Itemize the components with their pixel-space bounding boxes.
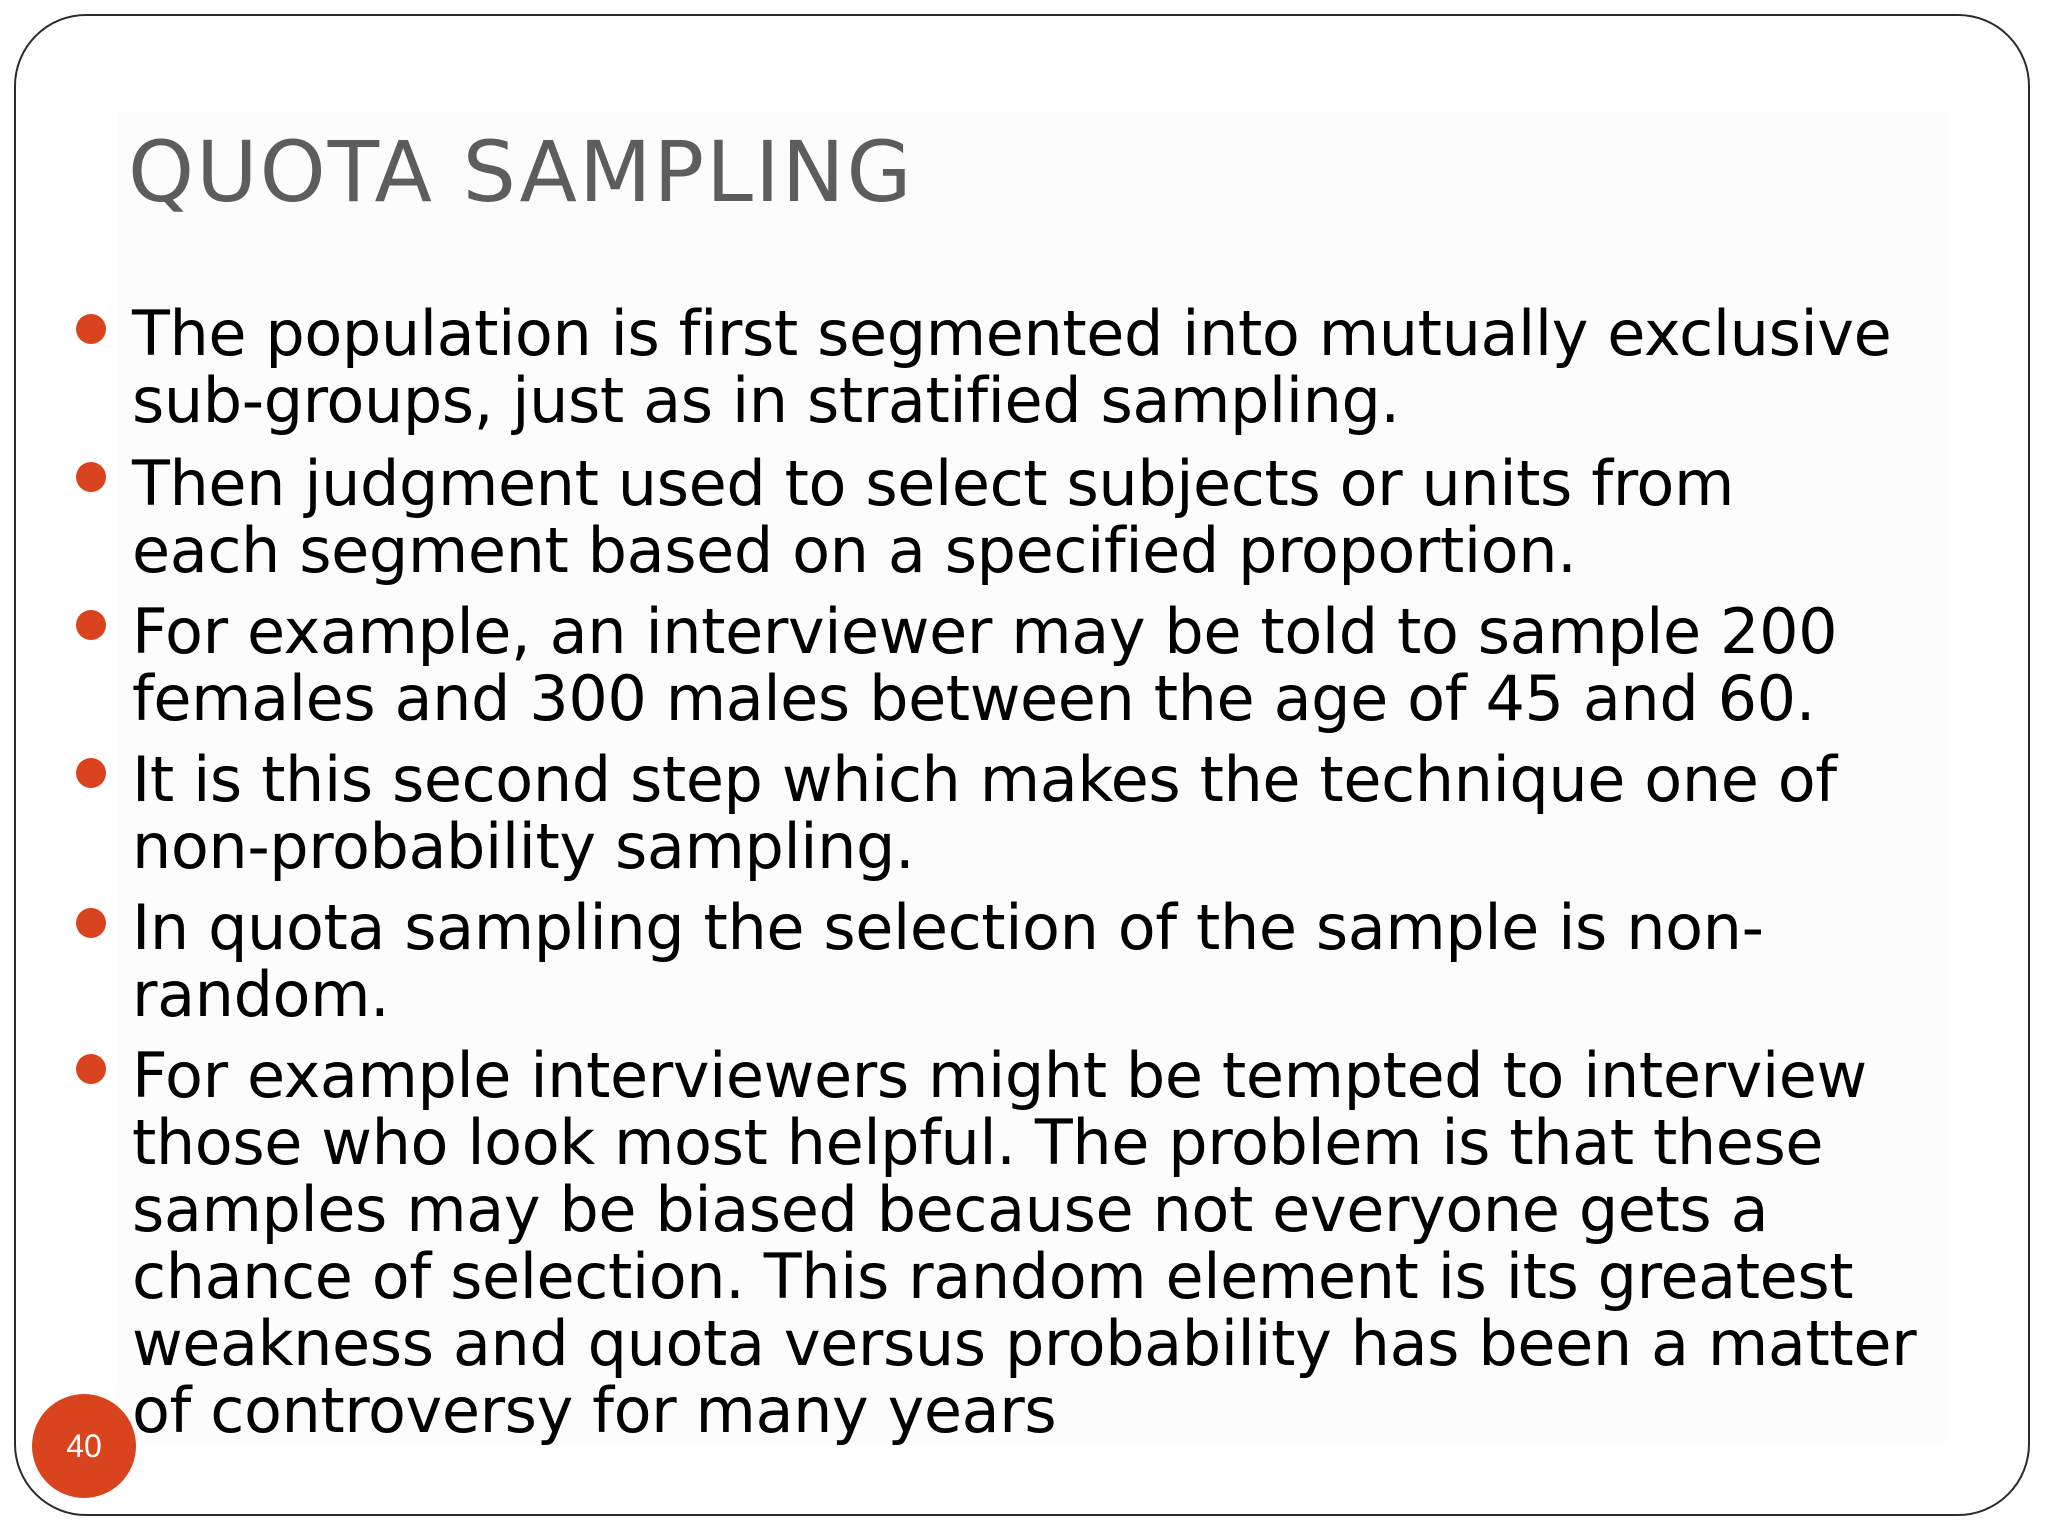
slide-title: QUOTA SAMPLING xyxy=(128,123,914,221)
bullet-text: In quota sampling the selection of the sample is non- random. xyxy=(132,891,1764,1031)
bullet-dot-icon xyxy=(76,462,106,492)
bullet-text: The population is first segmented into mutually exclusive sub-groups, just as in stratified sampling. xyxy=(132,297,1892,437)
bullet-item xyxy=(132,743,2022,883)
bullet-item xyxy=(132,1039,2022,1447)
bullet-dot-icon xyxy=(76,758,106,788)
bullet-dot-icon xyxy=(76,314,106,344)
bullet-text: Then judgment used to select subjects or units from each segment based on a specified proportion. xyxy=(132,447,1734,587)
page-number-badge: 40 xyxy=(32,1394,136,1498)
bullet-text: For example interviewers might be tempted to interview those who look most helpful. The problem is that these samples may be biased because not everyone gets a chance of selection. This random element is its greatest weakness and quota versus probability has been a matter of controversy for many years xyxy=(132,1039,1917,1447)
bullet-item xyxy=(132,891,2022,1031)
bullet-text: It is this second step which makes the technique one of non-probability sampling. xyxy=(132,743,1837,883)
bullet-dot-icon xyxy=(76,610,106,640)
bullet-dot-icon xyxy=(76,1054,106,1084)
bullet-item xyxy=(132,595,2022,735)
bullet-item xyxy=(132,297,2022,437)
bullet-text: For example, an interviewer may be told to sample 200 females and 300 males between the age of 45 and 60. xyxy=(132,595,1838,735)
bullet-dot-icon xyxy=(76,908,106,938)
bullet-item xyxy=(132,447,2022,587)
